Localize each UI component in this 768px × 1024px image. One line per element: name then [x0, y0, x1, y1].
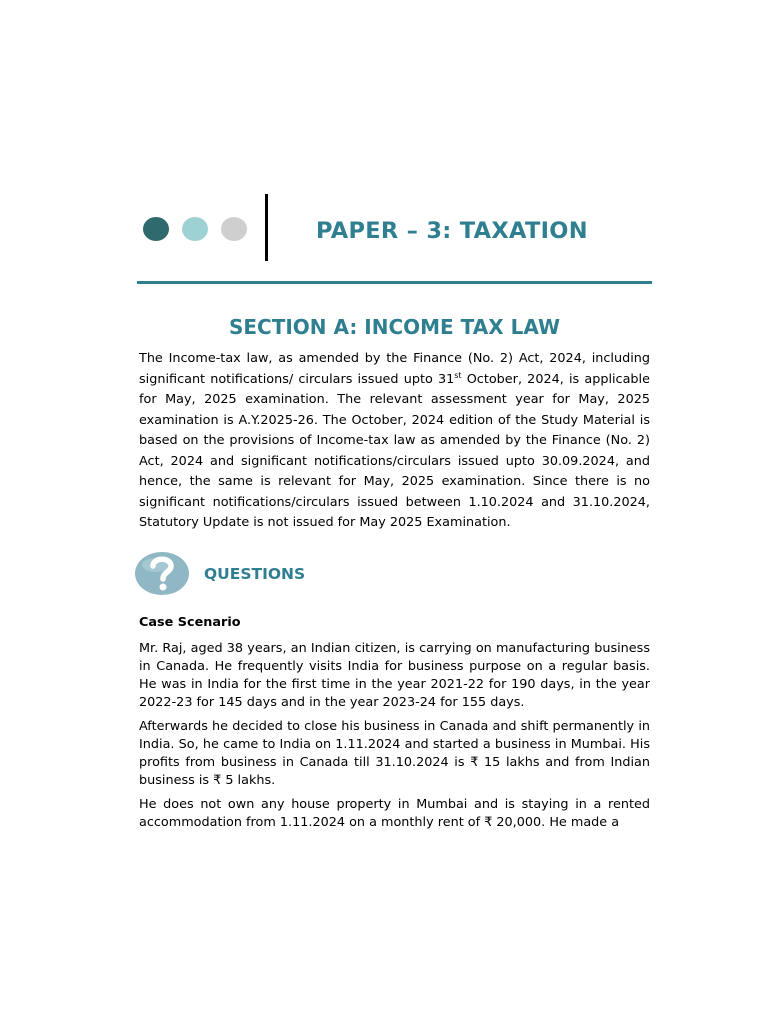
question-mark-icon [134, 551, 190, 596]
decorative-dot-grey [221, 217, 247, 241]
section-title: SECTION A: INCOME TAX LAW [228, 315, 561, 339]
paper-title: PAPER – 3: TAXATION [316, 218, 588, 244]
intro-text-part1: The Income-tax law, as amended by the Finance (No. 2) Act, 2024, including significant notifications/ circulars issued upto 31 [139, 351, 650, 387]
intro-paragraph [139, 349, 650, 534]
case-paragraph: Mr. Raj, aged 38 years, an Indian citizen, is carrying on manufacturing business in Canada. He frequently visits India for business purpose on a regular basis. He was in India for the first time in the year 2021-22 for 190 days, in the year 2022-23 for 145 days and in the year 2023-24 for 155 days. [139, 641, 650, 710]
questions-heading: QUESTIONS [204, 565, 306, 583]
intro-text-part2: October, 2024, is applicable for May, 2025 examination. The relevant assessment year for May, 2025 examination is A.Y.2025-26. The October, 2024 edition of the Study Material is based on the provisions of Income-tax law as amended by the Finance (No. 2) Act, 2024 and significant notifications/circulars issued upto 30.09.2024, and hence, the same is relevant for May, 2025 examination. Since there is no significant notifications/circulars issued between 1.10.2024 and 31.10.2024, Statutory Update is not issued for May 2025 Examination. [139, 371, 650, 530]
case-paragraph: Afterwards he decided to close his business in Canada and shift permanently in India. So, he came to India on 1.11.2024 and started a business in Mumbai. His profits from business in Canada till 31.10.2024 is ₹ 15 lakhs and from Indian business is ₹ 5 lakhs. [139, 719, 650, 788]
header-rule [137, 281, 652, 284]
case-paragraph: He does not own any house property in Mumbai and is staying in a rented accommodation from 1.11.2024 on a monthly rent of ₹ 20,000. He made a [139, 797, 650, 830]
decorative-dot-dark [143, 217, 169, 241]
case-scenario-heading: Case Scenario [139, 615, 241, 630]
intro-superscript: st [454, 370, 462, 380]
decorative-dot-light [182, 217, 208, 241]
header-divider [265, 194, 268, 261]
